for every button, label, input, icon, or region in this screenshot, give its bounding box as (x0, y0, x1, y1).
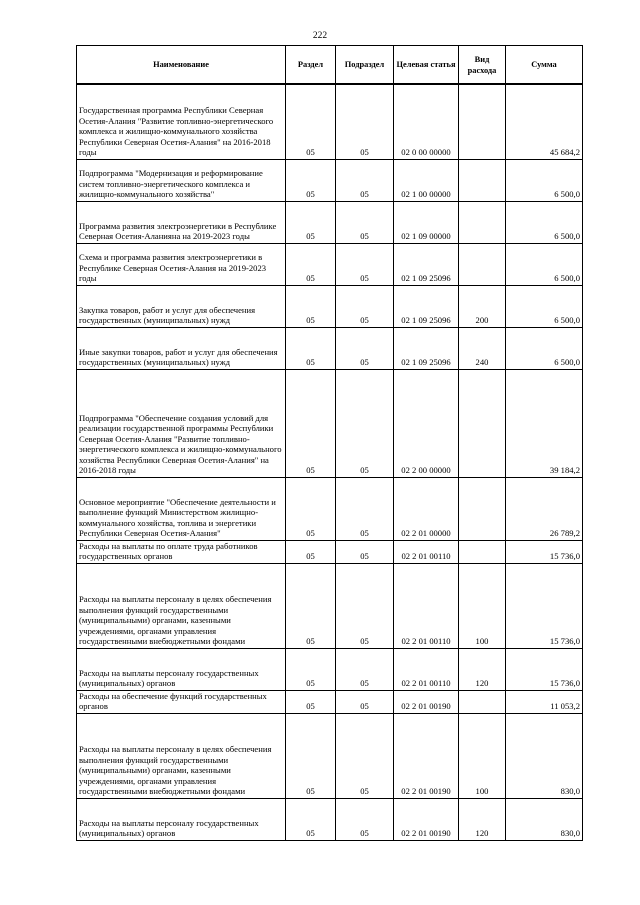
row-summa-cell: 6 500,0 (506, 285, 583, 327)
row-vid-cell (459, 201, 506, 243)
row-name-cell: Программа развития электроэнергетики в Республике Северная Осетия-Аланияна на 2019-2023 годы (77, 201, 286, 243)
row-summa-cell: 39 184,2 (506, 369, 583, 477)
row-vid-cell (459, 477, 506, 540)
table-row (77, 327, 583, 369)
row-statya-cell: 02 1 09 00000 (394, 201, 459, 243)
row-razdel-cell: 05 (286, 369, 336, 477)
row-vid-cell: 120 (459, 648, 506, 690)
row-podrazdel-cell: 05 (336, 798, 394, 840)
row-name-cell: Государственная программа Республики Северная Осетия-Алания "Развитие топливно-энергетического комплекса и жилищно-коммунального хозяйства Республики Северная Осетия-Алания" на 2016-2018 годы (77, 84, 286, 159)
row-razdel-cell: 05 (286, 285, 336, 327)
row-razdel-cell: 05 (286, 540, 336, 563)
row-podrazdel-cell: 05 (336, 201, 394, 243)
row-statya-cell: 02 1 09 25096 (394, 243, 459, 285)
header-podrazdel: Подраздел (336, 46, 394, 85)
table-row (77, 690, 583, 713)
row-summa-cell: 11 053,2 (506, 690, 583, 713)
table-row (77, 798, 583, 840)
row-name-cell: Закупка товаров, работ и услуг для обеспечения государственных (муниципальных) нужд (77, 285, 286, 327)
table-row (77, 540, 583, 563)
row-name-cell: Расходы на выплаты персоналу государственных (муниципальных) органов (77, 648, 286, 690)
row-name-cell: Иные закупки товаров, работ и услуг для обеспечения государственных (муниципальных) нужд (77, 327, 286, 369)
row-summa-cell: 15 736,0 (506, 540, 583, 563)
row-name-cell: Расходы на выплаты по оплате труда работников государственных органов (77, 540, 286, 563)
row-statya-cell: 02 1 09 25096 (394, 327, 459, 369)
row-razdel-cell: 05 (286, 690, 336, 713)
row-statya-cell: 02 2 01 00110 (394, 540, 459, 563)
row-name-cell: Основное мероприятие "Обеспечение деятельности и выполнение функций Министерством жилищно-коммунального хозяйства, топлива и энергетики Республики Северная Осетия-Алания" (77, 477, 286, 540)
header-name: Наименование (77, 46, 286, 85)
row-podrazdel-cell: 05 (336, 159, 394, 201)
row-name-cell: Подпрограмма "Обеспечение создания условий для реализации государственной программы Республики Северная Осетия-Алания "Развитие топливно-энергетического комплекса и жилищно-коммунального хозяйства Республики Северная Осетия-Алания" на 2016-2018 годы (77, 369, 286, 477)
row-summa-cell: 6 500,0 (506, 243, 583, 285)
row-statya-cell: 02 2 01 00190 (394, 798, 459, 840)
row-summa-cell: 6 500,0 (506, 159, 583, 201)
row-podrazdel-cell: 05 (336, 540, 394, 563)
row-vid-cell: 120 (459, 798, 506, 840)
row-razdel-cell: 05 (286, 159, 336, 201)
table-row (77, 563, 583, 648)
row-podrazdel-cell: 05 (336, 477, 394, 540)
table-row (77, 84, 583, 159)
row-summa-cell: 6 500,0 (506, 201, 583, 243)
table-row (77, 285, 583, 327)
row-vid-cell: 240 (459, 327, 506, 369)
row-razdel-cell: 05 (286, 327, 336, 369)
row-vid-cell: 200 (459, 285, 506, 327)
row-razdel-cell: 05 (286, 84, 336, 159)
table-row (77, 201, 583, 243)
page-number: 222 (312, 31, 328, 41)
row-statya-cell: 02 2 01 00110 (394, 563, 459, 648)
row-name-cell: Схема и программа развития электроэнергетики в Республике Северная Осетия-Алания на 2019-2023 годы (77, 243, 286, 285)
row-statya-cell: 02 0 00 00000 (394, 84, 459, 159)
row-razdel-cell: 05 (286, 713, 336, 798)
row-summa-cell: 45 684,2 (506, 84, 583, 159)
row-summa-cell: 830,0 (506, 798, 583, 840)
row-name-cell: Расходы на выплаты персоналу государственных (муниципальных) органов (77, 798, 286, 840)
row-vid-cell (459, 690, 506, 713)
header-razdel: Раздел (286, 46, 336, 85)
row-vid-cell (459, 540, 506, 563)
row-podrazdel-cell: 05 (336, 690, 394, 713)
row-razdel-cell: 05 (286, 201, 336, 243)
table-row (77, 369, 583, 477)
row-podrazdel-cell: 05 (336, 369, 394, 477)
row-vid-cell (459, 243, 506, 285)
table-header-row (77, 46, 583, 85)
row-razdel-cell: 05 (286, 798, 336, 840)
row-podrazdel-cell: 05 (336, 327, 394, 369)
row-name-cell: Расходы на выплаты персоналу в целях обеспечения выполнения функций государственными (муниципальными) органами, казенными учреждениями, органами управления государственными внебюджетными фондами (77, 563, 286, 648)
row-statya-cell: 02 2 00 00000 (394, 369, 459, 477)
row-name-cell: Расходы на выплаты персоналу в целях обеспечения выполнения функций государственными (муниципальными) органами, казенными учреждениями, органами управления государственными внебюджетными фондами (77, 713, 286, 798)
row-podrazdel-cell: 05 (336, 563, 394, 648)
table-row (77, 477, 583, 540)
row-statya-cell: 02 2 01 00000 (394, 477, 459, 540)
row-statya-cell: 02 2 01 00190 (394, 713, 459, 798)
row-statya-cell: 02 2 01 00110 (394, 648, 459, 690)
row-summa-cell: 15 736,0 (506, 563, 583, 648)
header-vid: Вид расхода (459, 46, 506, 85)
row-vid-cell: 100 (459, 713, 506, 798)
row-summa-cell: 6 500,0 (506, 327, 583, 369)
row-vid-cell: 100 (459, 563, 506, 648)
table-row (77, 243, 583, 285)
row-statya-cell: 02 1 00 00000 (394, 159, 459, 201)
table-body (77, 84, 583, 840)
row-vid-cell (459, 159, 506, 201)
row-razdel-cell: 05 (286, 648, 336, 690)
row-vid-cell (459, 84, 506, 159)
row-podrazdel-cell: 05 (336, 84, 394, 159)
row-podrazdel-cell: 05 (336, 285, 394, 327)
row-summa-cell: 26 789,2 (506, 477, 583, 540)
row-razdel-cell: 05 (286, 477, 336, 540)
header-summa: Сумма (506, 46, 583, 85)
table-row (77, 159, 583, 201)
row-summa-cell: 15 736,0 (506, 648, 583, 690)
row-statya-cell: 02 1 09 25096 (394, 285, 459, 327)
row-vid-cell (459, 369, 506, 477)
budget-table (76, 45, 583, 841)
row-razdel-cell: 05 (286, 243, 336, 285)
row-statya-cell: 02 2 01 00190 (394, 690, 459, 713)
row-razdel-cell: 05 (286, 563, 336, 648)
row-podrazdel-cell: 05 (336, 713, 394, 798)
row-podrazdel-cell: 05 (336, 648, 394, 690)
row-name-cell: Расходы на обеспечение функций государственных органов (77, 690, 286, 713)
row-podrazdel-cell: 05 (336, 243, 394, 285)
table-row (77, 648, 583, 690)
header-statya: Целевая статья (394, 46, 459, 85)
table-row (77, 713, 583, 798)
row-summa-cell: 830,0 (506, 713, 583, 798)
row-name-cell: Подпрограмма "Модернизация и реформирование систем топливно-энергетического комплекса и жилищно-коммунального хозяйства" (77, 159, 286, 201)
